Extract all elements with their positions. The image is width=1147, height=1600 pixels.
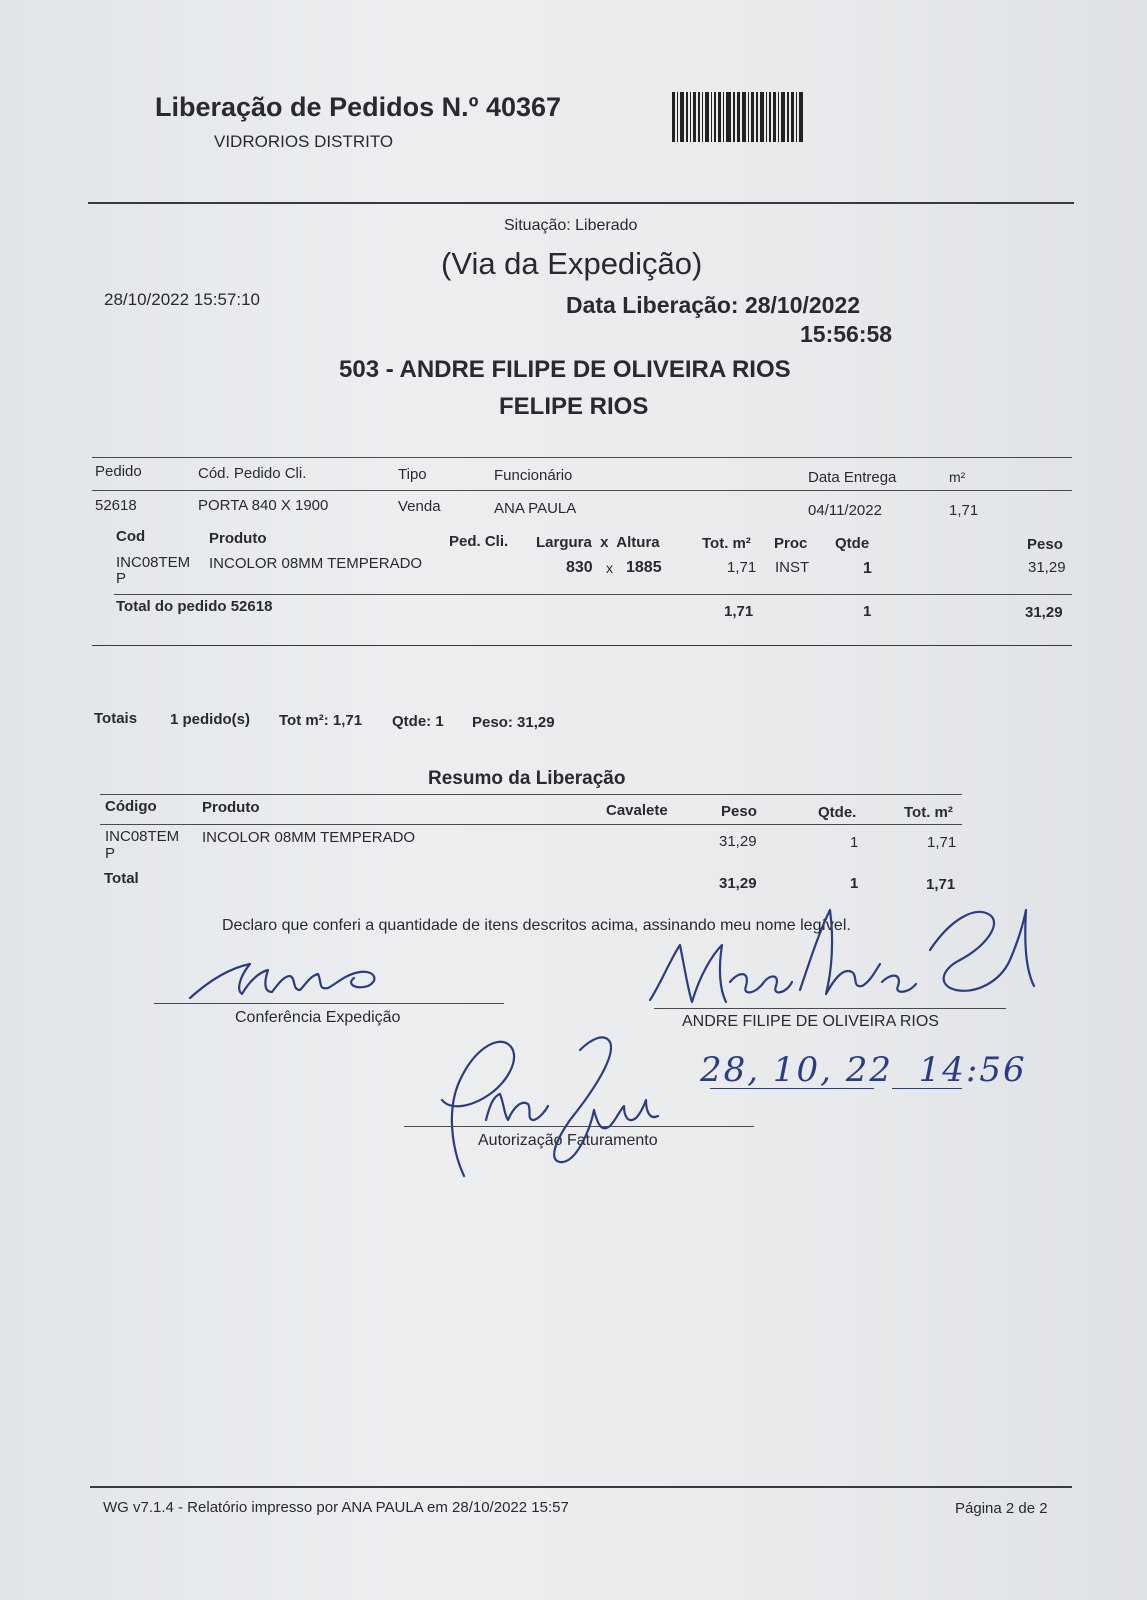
resumo-col-codigo: Código [105, 798, 157, 815]
item-cod-cont: P [116, 570, 127, 587]
declaration-text: Declaro que conferi a quantidade de itens descritos acima, assinando meu nome legível. [222, 917, 851, 934]
situacao-text: Situação: Liberado [504, 217, 638, 234]
client-signature-name: ANDRE FILIPE DE OLIVEIRA RIOS [682, 1013, 939, 1030]
order-total-peso: 31,29 [1025, 604, 1063, 621]
conferencia-signature [150, 950, 400, 1010]
col-m2: m² [949, 469, 966, 485]
item-col-cod: Cod [116, 528, 146, 545]
autorizacao-signature [430, 1030, 660, 1180]
via-text: (Via da Expedição) [441, 246, 703, 281]
resumo-col-produto: Produto [202, 799, 260, 816]
data-liberacao-time: 15:56:58 [800, 321, 893, 347]
col-cod-pedido-cli: Cód. Pedido Cli. [198, 465, 307, 482]
printed-datetime: 28/10/2022 15:57:10 [104, 290, 260, 309]
resumo-total-qtde: 1 [850, 875, 859, 892]
document-title: Liberação de Pedidos N.º 40367 [155, 92, 562, 122]
item-largura: 830 [566, 559, 593, 576]
totais-label: Totais [94, 710, 138, 727]
item-col-qtde: Qtde [835, 535, 870, 552]
handwritten-time-underline [892, 1088, 962, 1089]
totais-peso: Peso: 31,29 [472, 714, 555, 731]
resumo-tot-m2: 1,71 [927, 834, 957, 851]
order-total-qtde: 1 [863, 603, 872, 620]
client-name: 503 - ANDRE FILIPE DE OLIVEIRA RIOS [339, 356, 791, 383]
resumo-codigo: INC08TEM [105, 828, 180, 845]
resumo-codigo-cont: P [105, 845, 116, 862]
order-data-entrega: 04/11/2022 [808, 502, 882, 519]
client-signature [630, 890, 1050, 1030]
col-pedido: Pedido [95, 463, 142, 480]
order-pedido: 52618 [95, 497, 137, 514]
order-table-top-line [92, 457, 1072, 458]
data-liberacao: Data Liberação: 28/10/2022 [566, 292, 861, 318]
resumo-col-qtde: Qtde. [818, 804, 857, 821]
client-alias: FELIPE RIOS [499, 393, 649, 420]
item-col-tot-m2: Tot. m² [702, 535, 751, 552]
handwritten-date-underline [710, 1088, 874, 1089]
col-tipo: Tipo [398, 466, 427, 483]
resumo-col-tot-m2: Tot. m² [904, 804, 953, 821]
totais-tot-m2: Tot m²: 1,71 [279, 712, 363, 729]
item-col-peso: Peso [1027, 536, 1063, 553]
resumo-total-label: Total [104, 870, 139, 887]
totais-pedidos: 1 pedido(s) [170, 711, 251, 728]
order-table-bottom-line [92, 645, 1072, 646]
resumo-top-line [100, 794, 962, 795]
item-altura: 1885 [626, 559, 662, 576]
order-total-label: Total do pedido 52618 [116, 598, 273, 615]
order-total-line [114, 594, 1072, 595]
autorizacao-label: Autorização Faturamento [478, 1132, 658, 1149]
footer-divider [90, 1486, 1072, 1488]
item-col-proc: Proc [774, 535, 808, 552]
footer-printed-by: WG v7.1.4 - Relatório impresso por ANA PAULA em 28/10/2022 15:57 [103, 1499, 569, 1516]
resumo-title: Resumo da Liberação [428, 768, 626, 789]
item-col-produto: Produto [209, 530, 267, 547]
item-cod: INC08TEM [116, 554, 191, 571]
item-qtde: 1 [863, 560, 872, 577]
col-funcionario: Funcionário [494, 467, 573, 484]
resumo-total-peso: 31,29 [719, 875, 757, 892]
conferencia-label: Conferência Expedição [235, 1009, 401, 1026]
order-tipo: Venda [398, 498, 441, 515]
col-data-entrega: Data Entrega [808, 469, 897, 486]
resumo-produto: INCOLOR 08MM TEMPERADO [202, 829, 416, 846]
company-name: VIDRORIOS DISTRITO [214, 132, 394, 151]
resumo-peso: 31,29 [719, 833, 757, 850]
item-tot-m2: 1,71 [727, 559, 757, 576]
order-funcionario: ANA PAULA [494, 500, 577, 517]
order-table-header-line [92, 490, 1072, 491]
resumo-col-cavalete: Cavalete [606, 802, 668, 819]
item-produto: INCOLOR 08MM TEMPERADO [209, 555, 423, 572]
resumo-total-tot-m2: 1,71 [926, 876, 956, 893]
resumo-qtde: 1 [850, 834, 859, 851]
item-peso: 31,29 [1028, 559, 1066, 576]
footer-page-number: Página 2 de 2 [955, 1500, 1048, 1517]
item-proc: INST [775, 559, 810, 576]
header-divider [88, 202, 1074, 204]
order-cod-pedido-cli: PORTA 840 X 1900 [198, 497, 329, 514]
handwritten-date: 28, 10, 22 14:56 [700, 1050, 1027, 1090]
item-x: x [606, 560, 613, 576]
order-m2: 1,71 [949, 502, 979, 519]
totais-qtde: Qtde: 1 [392, 713, 444, 730]
item-col-largura-altura: Largura x Altura [536, 534, 660, 551]
resumo-header-line [100, 824, 962, 825]
item-col-ped-cli: Ped. Cli. [449, 533, 509, 550]
order-total-tot-m2: 1,71 [724, 603, 754, 620]
barcode [672, 92, 846, 142]
resumo-col-peso: Peso [721, 803, 757, 820]
